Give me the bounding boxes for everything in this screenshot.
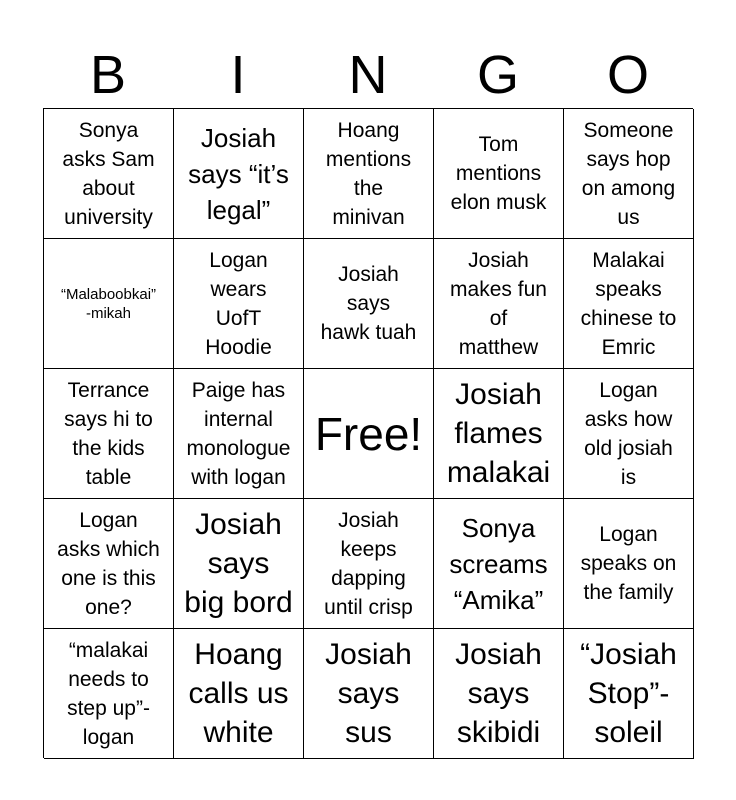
bingo-cell[interactable]: [174, 239, 304, 369]
bingo-cell[interactable]: [174, 109, 304, 239]
free-space-label: Free!: [314, 407, 423, 460]
bingo-cell[interactable]: [434, 109, 564, 239]
cell-text: Josiah makes fun of matthew: [450, 248, 547, 359]
bingo-cell[interactable]: [564, 369, 694, 499]
bingo-cell[interactable]: [304, 239, 434, 369]
cell-text: Hoang mentions the minivan: [325, 118, 412, 229]
cell-text: Logan asks how old josiah is: [584, 378, 673, 489]
header-letter-o: O: [606, 45, 649, 105]
bingo-cell[interactable]: [44, 239, 174, 369]
bingo-cell[interactable]: [564, 239, 694, 369]
cell-text: Josiah keeps dapping until crisp: [324, 508, 413, 619]
cell-text: Sonya asks Sam about university: [62, 118, 155, 229]
cell-text: Malakai speaks chinese to Emric: [580, 248, 677, 359]
cell-text: “Josiah Stop”- soleil: [580, 638, 677, 749]
bingo-cell[interactable]: [44, 499, 174, 629]
cell-text: Terrance says hi to the kids table: [64, 378, 153, 489]
cell-text: Logan wears UofT Hoodie: [205, 248, 272, 359]
bingo-cell[interactable]: [564, 499, 694, 629]
bingo-cell[interactable]: [304, 629, 434, 759]
header-letter-g: G: [476, 45, 519, 105]
cell-text: Sonya screams “Amika”: [449, 512, 548, 615]
cell-text: Hoang calls us white: [188, 638, 289, 749]
cell-text: Josiah says hawk tuah: [320, 263, 417, 344]
header-letter-i: I: [230, 45, 246, 105]
bingo-cell[interactable]: [304, 109, 434, 239]
bingo-cell[interactable]: [434, 239, 564, 369]
bingo-header: [43, 42, 693, 108]
bingo-cell[interactable]: [564, 109, 694, 239]
bingo-cell[interactable]: [174, 499, 304, 629]
bingo-grid: [43, 108, 693, 758]
bingo-cell[interactable]: [434, 369, 564, 499]
cell-text: Tom mentions elon musk: [450, 133, 547, 214]
bingo-cell[interactable]: [44, 109, 174, 239]
cell-text: Logan asks which one is this one?: [57, 508, 160, 619]
cell-text: Paige has internal monologue with logan: [186, 378, 291, 489]
bingo-cell[interactable]: [44, 629, 174, 759]
bingo-cell[interactable]: [564, 629, 694, 759]
cell-text: Josiah flames malakai: [446, 378, 551, 489]
cell-text: “Malaboobkai” -mikah: [60, 285, 157, 322]
header-letter-b: B: [89, 45, 127, 105]
header-letter-n: N: [348, 45, 388, 105]
cell-text: Someone says hop on among us: [581, 118, 676, 229]
bingo-cell[interactable]: [434, 629, 564, 759]
free-space-cell[interactable]: [304, 369, 434, 499]
bingo-cell[interactable]: [304, 499, 434, 629]
cell-text: Josiah says big bord: [184, 508, 293, 619]
cell-text: Josiah says “it’s legal”: [188, 122, 289, 225]
cell-text: Josiah says skibidi: [455, 638, 542, 749]
cell-text: Logan speaks on the family: [580, 523, 677, 604]
bingo-cell[interactable]: [44, 369, 174, 499]
cell-text: Josiah says sus: [325, 638, 412, 749]
bingo-cell[interactable]: [174, 629, 304, 759]
cell-text: “malakai needs to step up”- logan: [67, 638, 150, 749]
bingo-cell[interactable]: [434, 499, 564, 629]
bingo-cell[interactable]: [174, 369, 304, 499]
